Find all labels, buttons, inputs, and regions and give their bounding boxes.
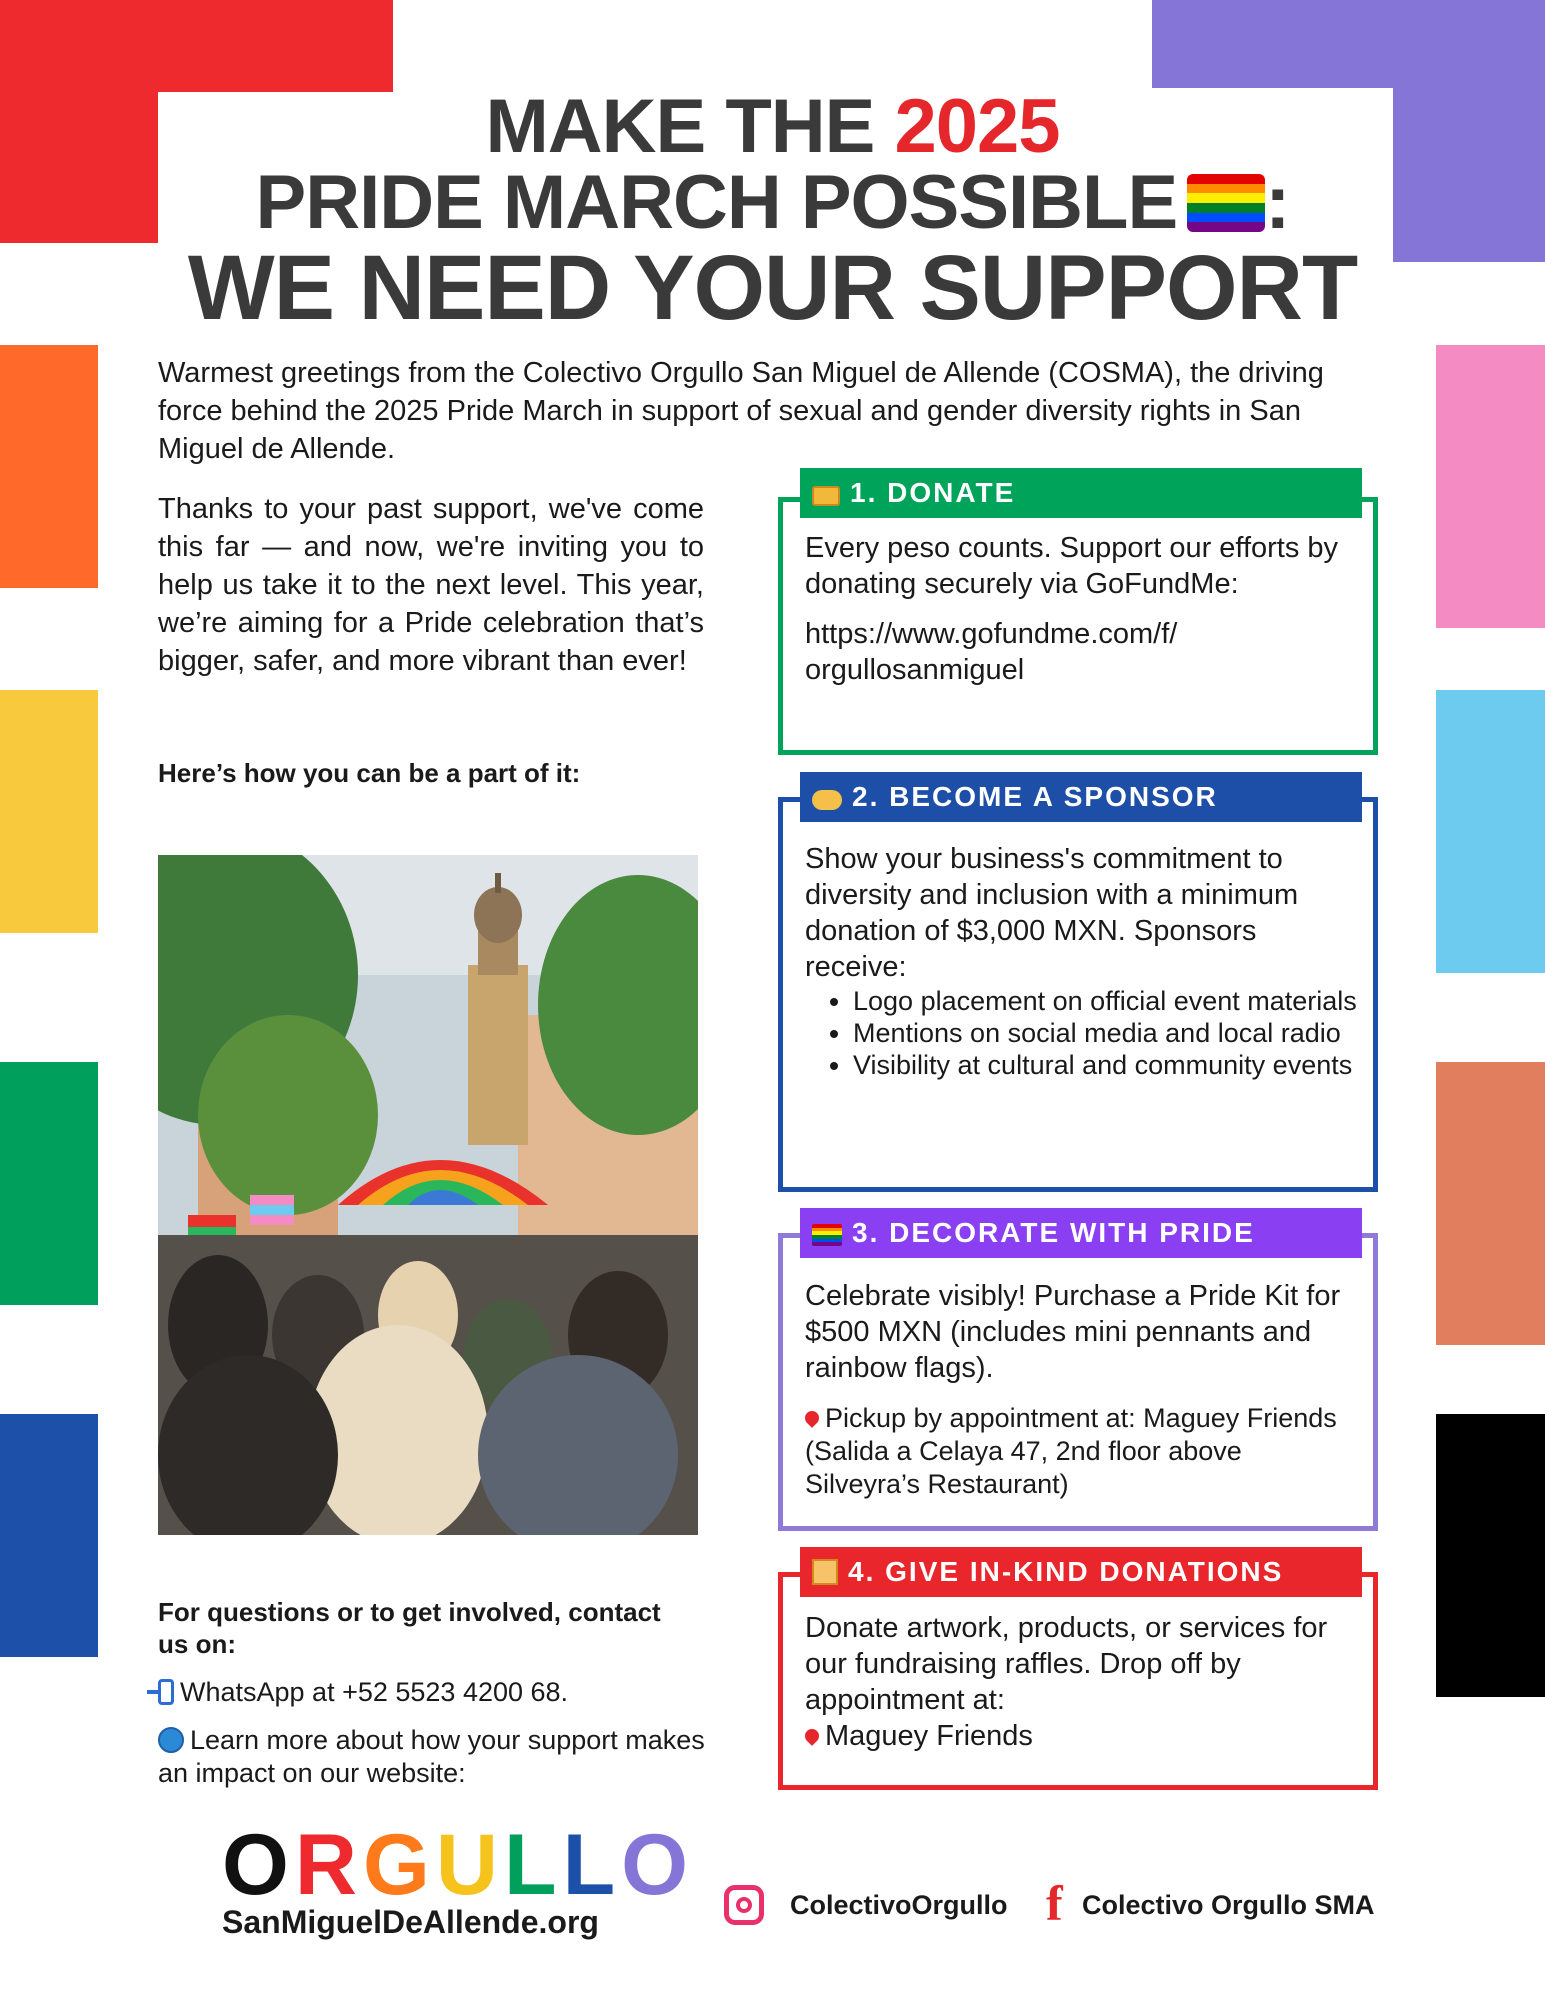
logo-letter: L	[562, 1817, 622, 1913]
title-line-3: WE NEED YOUR SUPPORT	[187, 237, 1358, 339]
decorate-heading	[800, 1208, 1362, 1258]
facebook-handle[interactable]: Colectivo Orgullo SMA	[1082, 1890, 1375, 1920]
decor-green-block	[0, 1062, 98, 1305]
inkind-place-text: Maguey Friends	[825, 1720, 1033, 1752]
gofundme-link[interactable]: https://www.gofundme.com/f/ orgullosanmiguel	[805, 618, 1178, 686]
decor-yellow-block	[0, 690, 98, 933]
sponsor-heading-text: 2. BECOME A SPONSOR	[852, 781, 1218, 812]
whatsapp-line	[158, 1676, 718, 1709]
sponsor-body	[805, 841, 1360, 1081]
logo-letter: R	[294, 1817, 364, 1913]
decor-blue-block	[0, 1414, 98, 1657]
support-paragraph: Thanks to your past support, we've come this far — and now, we're inviting you to help us take it to the next level. This year, we’re aiming for a Pride celebration that’s bigger, safer, and more vibrant than ever!	[158, 493, 704, 677]
logo-letter: U	[435, 1817, 505, 1913]
rainbow-flag-icon	[1187, 174, 1265, 232]
inkind-heading	[800, 1547, 1362, 1597]
sponsor-benefits-list	[805, 985, 1360, 1081]
inkind-body	[805, 1610, 1360, 1754]
decorate-text: Celebrate visibly! Purchase a Pride Kit for $500 MXN (includes mini pennants and rainbow flags).	[805, 1280, 1341, 1384]
rainbow-flag-icon	[812, 1224, 842, 1246]
website-url[interactable]: SanMiguelDeAllende.org	[222, 1904, 599, 1940]
inkind-heading-text: 4. GIVE IN-KIND DONATIONS	[848, 1556, 1284, 1587]
decor-black-block	[1436, 1414, 1545, 1697]
decor-sky-block	[1436, 690, 1545, 973]
logo-letter: L	[504, 1817, 563, 1913]
whatsapp-text[interactable]: WhatsApp at +52 5523 4200 68.	[180, 1677, 569, 1707]
contact-heading: For questions or to get involved, contact us on:	[158, 1597, 661, 1659]
decor-purple-block-side	[1393, 0, 1545, 262]
sponsor-heading	[800, 772, 1362, 822]
inkind-text: Donate artwork, products, or services for our fundraising raffles. Drop off by appointment at:	[805, 1612, 1328, 1716]
map-pin-icon	[802, 1726, 822, 1746]
phone-icon	[158, 1679, 174, 1705]
logo-letter: G	[363, 1817, 436, 1913]
facebook-icon[interactable]: f	[1046, 1875, 1063, 1931]
decor-pink-block	[1436, 345, 1545, 628]
intro-paragraph: Warmest greetings from the Colectivo Orgullo San Miguel de Allende (COSMA), the driving force behind the 2025 Pride March in support of sexual and gender diversity rights in San Miguel de Allende.	[158, 357, 1324, 465]
title-colon: :	[1265, 160, 1290, 245]
inkind-place	[805, 1718, 1360, 1754]
decor-salmon-block	[1436, 1062, 1545, 1345]
decorate-body	[805, 1278, 1360, 1501]
donate-heading-text: 1. DONATE	[850, 477, 1016, 508]
list-item: • Mentions on social media and local radio	[853, 1017, 1360, 1049]
pride-march-photo	[158, 855, 698, 1535]
map-pin-icon	[802, 1408, 822, 1428]
sponsor-text: Show your business's commitment to diversity and inclusion with a minimum donation of $3,000 MXN. Sponsors receive:	[805, 843, 1299, 983]
pickup-address: Pickup by appointment at: Maguey Friends (Salida a Celaya 47, 2nd floor above Silveyra’s Restaurant)	[805, 1403, 1337, 1499]
decor-orange-block	[0, 345, 98, 588]
instagram-handle[interactable]: ColectivoOrgullo	[790, 1890, 1008, 1920]
logo-letter: O	[222, 1817, 295, 1913]
instagram-icon[interactable]	[724, 1885, 764, 1925]
list-item: • Logo placement on official event materials	[853, 985, 1360, 1017]
title-year: 2025	[894, 84, 1060, 169]
website-line	[158, 1724, 718, 1790]
logo-letter: O	[621, 1817, 695, 1913]
credit-card-icon	[812, 486, 840, 506]
donate-heading	[800, 468, 1362, 518]
donate-body	[805, 530, 1360, 688]
gift-icon	[812, 1559, 838, 1585]
handshake-icon	[812, 790, 842, 810]
list-item: • Visibility at cultural and community events	[853, 1049, 1360, 1081]
decor-red-block-side	[0, 0, 158, 243]
orgullo-logo	[222, 1817, 695, 1913]
title-line-2	[150, 158, 1395, 248]
pride-march-illustration	[158, 855, 698, 1535]
website-text: Learn more about how your support makes an impact on our website:	[158, 1725, 705, 1788]
donate-text: Every peso counts. Support our efforts by donating securely via GoFundMe:	[805, 532, 1339, 600]
globe-icon	[158, 1727, 184, 1753]
decorate-heading-text: 3. DECORATE WITH PRIDE	[852, 1217, 1255, 1248]
howto-heading: Here’s how you can be a part of it:	[158, 758, 581, 788]
pickup-text	[805, 1402, 1360, 1501]
title-prefix: MAKE THE	[485, 84, 875, 169]
title-line-2-text: PRIDE MARCH POSSIBLE	[255, 160, 1178, 245]
